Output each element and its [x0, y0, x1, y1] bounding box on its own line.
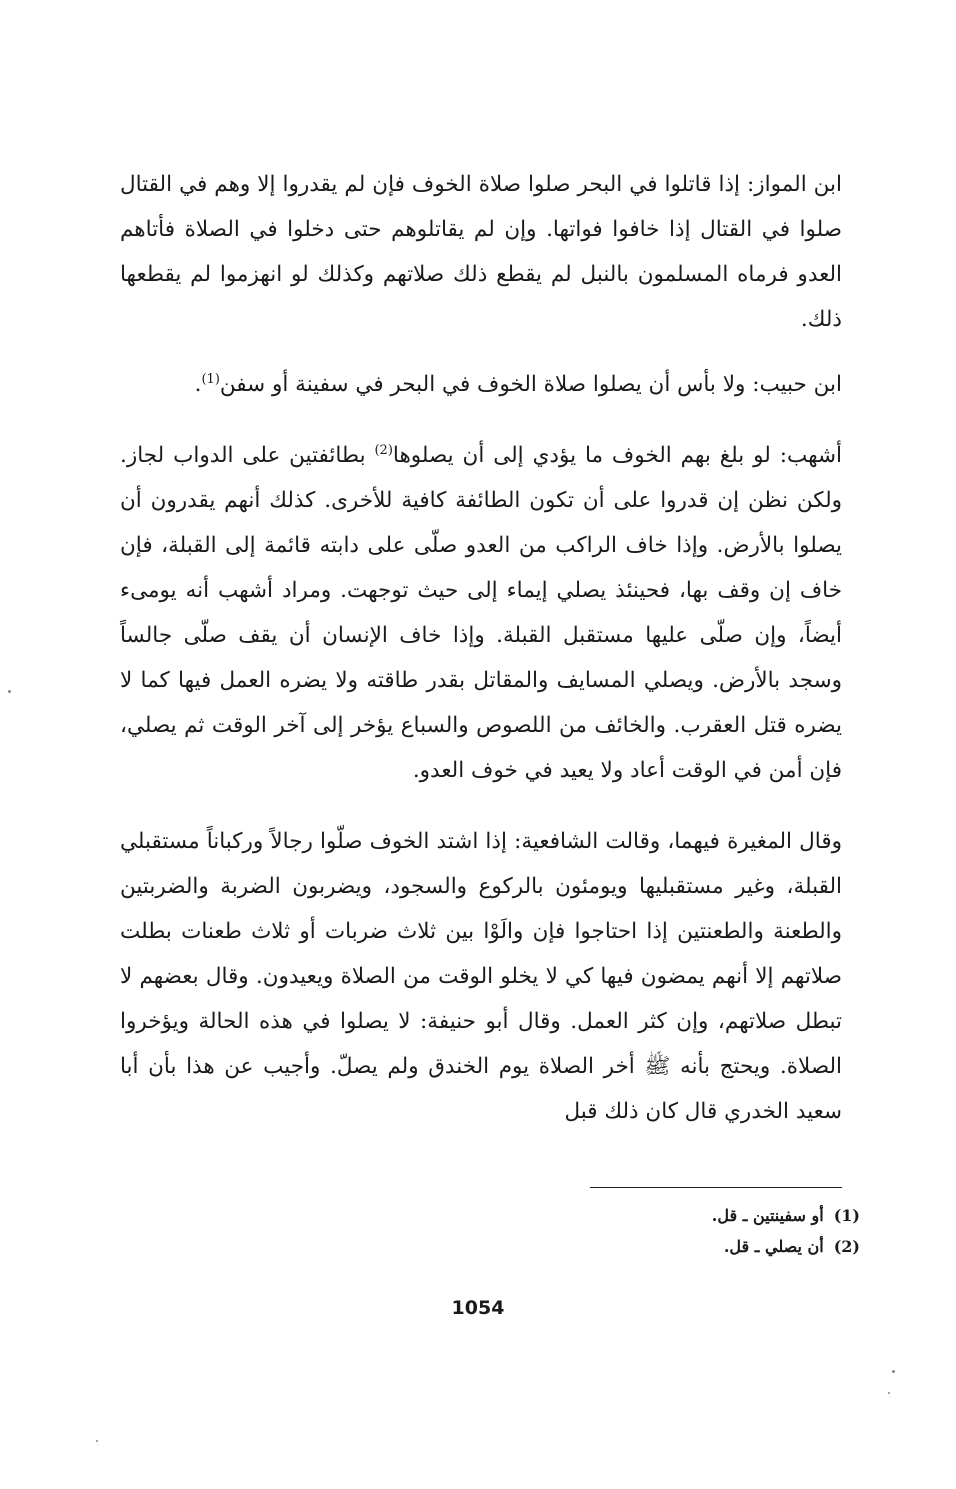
footnote-ref-2[interactable]: (2) [374, 442, 393, 458]
footnote-text: أو سفينتين ـ قل. [711, 1206, 824, 1225]
footnote-ref-1[interactable]: (1) [201, 371, 220, 387]
footnote-number: (1) [833, 1206, 860, 1225]
paragraph-text: أشهب: لو بلغ بهم الخوف ما يؤدي إلى أن يصلوها [392, 443, 842, 468]
paragraph-text-end: . [194, 372, 202, 397]
footnotes [560, 1200, 860, 1262]
paragraph-al-mughira: وقال المغيرة فيهما، وقالت الشافعية: إذا اشتد الخوف صلّوا رجالاً وركباناً مستقبلي القبلة، وغير مستقبليها ويومئون بالركوع والسجود، ويضربون الضربة والضربتين والطعنة والطعنتين إذا احتاجوا فإن والَوْا بين ثلاث ضربات أو ثلاث طعنات بطلت صلاتهم إلا أنهم يمضون فيها كي لا يخلو الوقت من الصلاة ويعيدون. وقال بعضهم لا تبطل صلاتهم، وإن كثر العمل. وقال أبو حنيفة: لا يصلوا في هذه الحالة ويؤخروا الصلاة. ويحتج بأنه ﷺ أخر الصلاة يوم الخندق ولم يصلّ. وأجيب عن هذا بأن أبا سعيد الخدري قال كان ذلك قبل [120, 829, 842, 1124]
footnote-1 [560, 1200, 860, 1231]
paragraph-ibn-habib [120, 362, 842, 407]
scan-speck [888, 1392, 890, 1394]
body-text [120, 162, 842, 1156]
paragraph-ashhab [120, 433, 842, 793]
footnote-separator [590, 1187, 842, 1188]
scan-speck [892, 1370, 895, 1373]
paragraph-text: ابن حبيب: ولا بأس أن يصلوا صلاة الخوف في البحر في سفينة أو سفن [219, 372, 842, 397]
page-number: 1054 [451, 1297, 505, 1319]
scan-speck [96, 1440, 98, 1442]
footnote-2 [560, 1231, 860, 1262]
footnote-text: أن يصلي ـ قل. [723, 1237, 824, 1256]
footnote-number: (2) [833, 1237, 860, 1256]
scan-speck [8, 690, 11, 693]
paragraph-text-end: بطائفتين على الدواب لجاز. ولكن نظن إن قدروا على أن تكون الطائفة كافية للأخرى. كذلك أنهم يقدرون أن يصلوا بالأرض. وإذا خاف الراكب من العدو صلّى على دابته قائمة إلى القبلة، فإن خاف إن وقف بها، فحينئذ يصلي إيماء إلى حيث توجهت. ومراد أشهب أنه يومىء أيضاً، وإن صلّى عليها مستقبل القبلة. وإذا خاف الإنسان أن يقف صلّى جالساً وسجد بالأرض. ويصلي المسايف والمقاتل بقدر طاقته ولا يضره العمل فيها كما لا يضره قتل العقرب. والخائف من اللصوص والسباع يؤخر إلى آخر الوقت ثم يصلي، فإن أمن في الوقت أعاد ولا يعيد في خوف العدو. [120, 443, 842, 783]
paragraph-ibn-al-mawwaz: ابن المواز: إذا قاتلوا في البحر صلوا صلاة الخوف فإن لم يقدروا إلا وهم في القتال صلوا في القتال إذا خافوا فواتها. وإن لم يقاتلوهم حتى دخلوا في الصلاة فأتاهم العدو فرماه المسلمون بالنبل لم يقطع ذلك صلاتهم وكذلك لو انهزموا لم يقطعها ذلك. [120, 172, 842, 332]
